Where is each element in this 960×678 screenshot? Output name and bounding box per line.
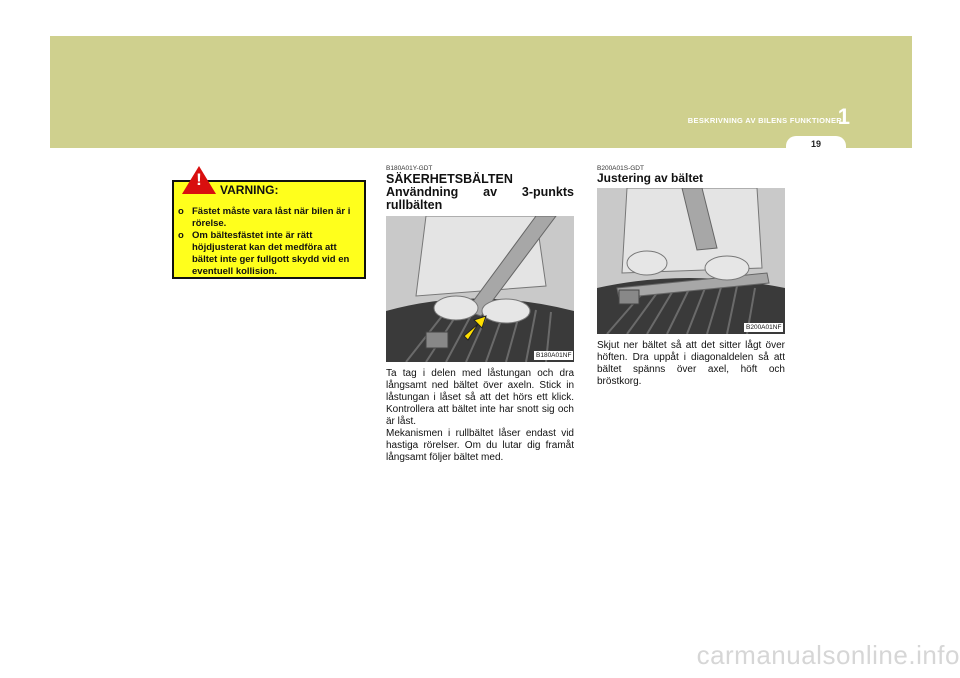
warning-item: o Om bältesfästet inte är rätt höjdjusterat kan det medföra att bältet inte ger fullgott skydd vid en eventuell kollision. (178, 230, 350, 277)
warning-title: VARNING: (220, 183, 279, 197)
chapter-title: BESKRIVNING AV BILENS FUNKTIONER (687, 116, 842, 125)
photo-label: B200A01NF (746, 324, 782, 331)
exclamation-icon: ! (196, 170, 202, 189)
section-heading: SÄKERHETSBÄLTEN Användning av 3-punkts rullbälten (386, 172, 574, 212)
page-number: 19 (810, 139, 821, 149)
warning-item: o Fästet måste vara låst när bilen är i rörelse. (178, 206, 351, 229)
section-code: B180A01Y-GDT (386, 165, 433, 172)
photo-label: B180A01NF (536, 352, 572, 359)
section-body: Ta tag i delen med låstungan och dra långsamt ned bältet över axeln. Stick in låstungan i låset så att det hörs ett klick. Kontrollera att bältet inte har snott sig och är låst. Mekanismen i rullbältet låser endast vid hastiga rörelser. Om du lutar dig framåt långsamt följer bältet med. (386, 368, 574, 463)
section-heading: Justering av bältet (597, 171, 704, 185)
seatbelt-fastening-photo (386, 216, 574, 362)
chapter-number: 1 (837, 104, 850, 129)
watermark: carmanualsonline.info (696, 640, 960, 670)
seatbelt-illustration (386, 216, 574, 362)
chapter-header-band (50, 36, 912, 148)
seatbelt-adjust-illustration (597, 188, 785, 334)
section-code: B200A01S-GDT (597, 165, 644, 172)
section-body: Skjut ner bältet så att det sitter lågt över höften. Dra uppåt i diagonaldelen så att bältet spänns över axel, höft och bröstkorg. (597, 340, 785, 387)
warning-list (178, 206, 360, 278)
seatbelt-adjust-photo (597, 188, 785, 334)
